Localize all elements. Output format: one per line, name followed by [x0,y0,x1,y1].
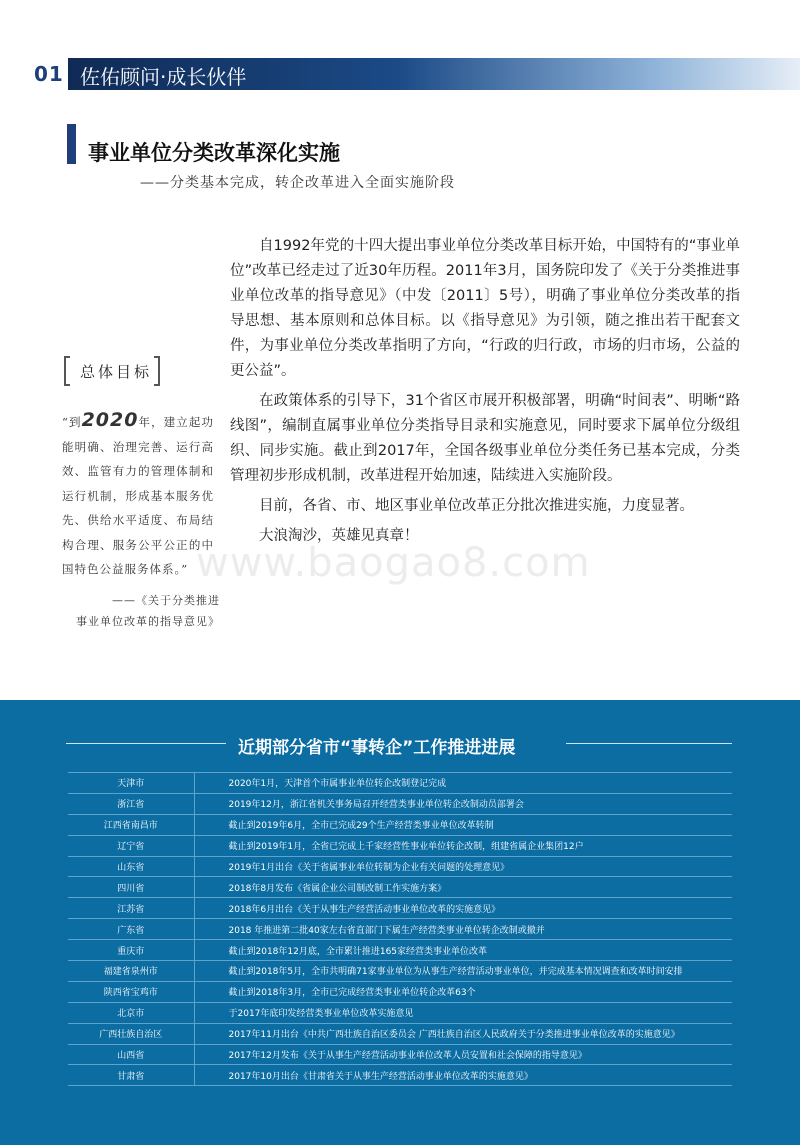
table-row [68,1044,732,1065]
event-cell: 2019年12月，浙江省机关事务局召开经营类事业单位转企改制动员部署会 [194,793,732,814]
table-row [68,940,732,961]
event-cell: 截止到2018年12月底，全市累计推进165家经营类事业单位改革 [194,940,732,961]
table-row [68,981,732,1002]
table-row [68,835,732,856]
progress-table [68,772,732,1086]
quote-body: 年，建立起功能明确、治理完善、运行高效、监管有力的管理体制和运行机制，形成基本服务优先、供给水平适度、布局结构合理、服务公平公正的中国特色公益服务体系。” [62,415,214,576]
section-subtitle: ——分类基本完成，转企改革进入全面实施阶段 [140,175,455,191]
event-cell: 2019年1月出台《关于省属事业单位转制为企业有关问题的处理意见》 [194,856,732,877]
event-cell: 截止到2019年6月，全市已完成29个生产经营类事业单位改革转制 [194,814,732,835]
region-cell: 北京市 [68,1002,194,1023]
table-row [68,814,732,835]
event-cell: 于2017年底印发经营类事业单位改革实施意见 [194,1002,732,1023]
page-header [0,58,800,90]
watermark: www.baogao8.com [196,540,591,586]
region-cell: 山西省 [68,1044,194,1065]
table-title: 近期部分省市“事转企”工作推进进展 [238,738,516,758]
goal-label-box [64,356,160,386]
body-paragraph: 自1992年党的十四大提出事业单位分类改革目标开始，中国特有的“事业单位”改革已经走过了近30年历程。2011年3月，国务院印发了《关于分类推进事业单位改革的指导意见》（中发〔2011〕5号），明确了事业单位分类改革的指导思想、基本原则和总体目标。以《指导意见》为引领，随之推出若干配套文件，为事业单位分类改革指明了方向，“行政的归行政，市场的归市场，公益的更公益”。 [230,238,740,379]
event-cell: 截止到2018年5月，全市共明确71家事业单位为从事生产经营活动事业单位，并完成基本情况调查和改革时间安排 [194,961,732,982]
event-cell: 截止到2019年1月，全省已完成上千家经营性事业单位转企改制，组建省属企业集团12户 [194,835,732,856]
region-cell: 广东省 [68,919,194,940]
event-cell: 2017年10月出台《甘肃省关于从事生产经营活动事业单位改革的实施意见》 [194,1065,732,1086]
quote-source-line: ——《关于分类推进 [112,594,220,607]
quote-source-line: 事业单位改革的指导意见》 [76,615,220,628]
table-row [68,961,732,982]
event-cell: 截止到2018年3月，全市已完成经营类事业单位转企改革63个 [194,981,732,1002]
event-cell: 2018年8月发布《省属企业公司制改制工作实施方案》 [194,877,732,898]
region-cell: 福建省泉州市 [68,961,194,982]
region-cell: 江苏省 [68,898,194,919]
body-paragraph: 大浪淘沙，英雄见真章！ [259,528,419,544]
region-cell: 江西省南昌市 [68,814,194,835]
body-text [230,234,740,554]
region-cell: 辽宁省 [68,835,194,856]
title-rule-right [566,743,732,744]
table-row [68,1023,732,1044]
section-title: 事业单位分类改革深化实施 [88,141,340,165]
region-cell: 四川省 [68,877,194,898]
table-row [68,1002,732,1023]
section-accent-bar [67,124,76,164]
table-row [68,773,732,794]
left-bracket [64,356,70,386]
region-cell: 陕西省宝鸡市 [68,981,194,1002]
event-cell: 2017年12月发布《关于从事生产经营活动事业单位改革人员安置和社会保障的指导意见》 [194,1044,732,1065]
title-rule-left [66,743,226,744]
header-banner [68,58,800,90]
event-cell: 2018年6月出台《关于从事生产经营活动事业单位改革的实施意见》 [194,898,732,919]
table-row [68,898,732,919]
quote-open: “到 [62,415,82,429]
table-row [68,877,732,898]
quote-year: 2020 [81,409,139,431]
region-cell: 重庆市 [68,940,194,961]
right-bracket [154,356,160,386]
goal-label: 总体目标 [80,363,153,381]
event-cell: 2020年1月，天津首个市属事业单位转企改制登记完成 [194,773,732,794]
table-row [68,919,732,940]
quote-source [64,590,220,632]
body-paragraph: 在政策体系的引导下，31个省区市展开积极部署，明确“时间表”、明晰“路线图”，编制直属事业单位分类指导目录和实施意见，同时要求下属单位分级组织、同步实施。截止到2017年，全国各级事业单位分类任务已基本完成，分类管理初步形成机制，改革进程开始加速，陆续进入实施阶段。 [230,393,740,484]
region-cell: 天津市 [68,773,194,794]
header-title: 佐佑顾问·成长伙伴 [80,65,247,89]
region-cell: 山东省 [68,856,194,877]
event-cell: 2018 年推进第二批40家左右省直部门下属生产经营类事业单位转企改制或撤并 [194,919,732,940]
region-cell: 浙江省 [68,793,194,814]
region-cell: 广西壮族自治区 [68,1023,194,1044]
goal-quote [62,408,214,582]
table-row [68,856,732,877]
table-row [68,793,732,814]
body-paragraph: 目前，各省、市、地区事业单位改革正分批次推进实施，力度显著。 [259,498,694,514]
page-number: 01 [34,62,64,86]
table-row [68,1065,732,1086]
region-cell: 甘肃省 [68,1065,194,1086]
event-cell: 2017年11月出台《中共广西壮族自治区委员会 广西壮族自治区人民政府关于分类推进事业单位改革的实施意见》 [194,1023,732,1044]
